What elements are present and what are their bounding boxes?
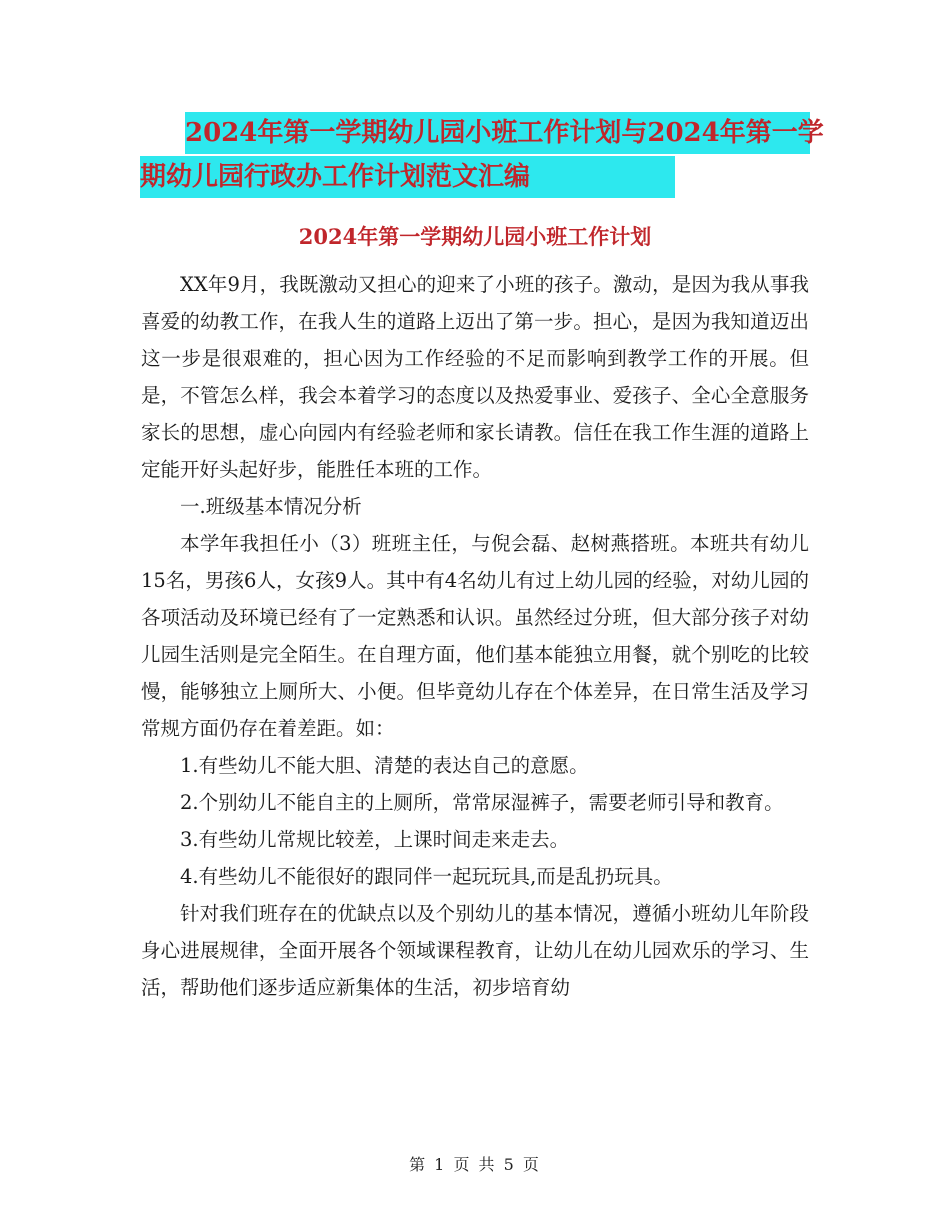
list-item: 1.有些幼儿不能大胆、清楚的表达自己的意愿。 bbox=[180, 754, 589, 777]
document-body bbox=[141, 266, 809, 1006]
paragraph-intro: XX年9月，我既激动又担心的迎来了小班的孩子。激动，是因为我从事我喜爱的幼教工作，在我人生的道路上迈出了第一步。担心，是因为我知道迈出这一步是很艰难的，担心因为工作经验的不足而影响到教学工作的开展。但是，不管怎么样，我会本着学习的态度以及热爱事业、爱孩子、全心全意服务家长的思想，虚心向园内有经验老师和家长请教。信任在我工作生涯的道路上定能开好头起好步，能胜任本班的工作。 bbox=[141, 273, 809, 481]
paragraph-class-analysis: 本学年我担任小（3）班班主任，与倪会磊、赵树燕搭班。本班共有幼儿15名，男孩6人，女孩9人。其中有4名幼儿有过上幼儿园的经验，对幼儿园的各项活动及环境已经有了一定熟悉和认识。虽然经过分班，但大部分孩子对幼儿园生活则是完全陌生。在自理方面，他们基本能独立用餐，就个别吃的比较慢，能够独立上厕所大、小便。但毕竟幼儿存在个体差异，在日常生活及学习常规方面仍存在着差距。如： bbox=[141, 532, 809, 740]
list-item: 4.有些幼儿不能很好的跟同伴一起玩玩具,而是乱扔玩具。 bbox=[180, 865, 673, 888]
section-heading: 一.班级基本情况分析 bbox=[180, 495, 362, 518]
page-footer: 第 1 页 共 5 页 bbox=[409, 1155, 541, 1174]
list-item: 3.有些幼儿常规比较差，上课时间走来走去。 bbox=[180, 828, 570, 851]
paragraph-plan: 针对我们班存在的优缺点以及个别幼儿的基本情况，遵循小班幼儿年阶段身心进展规律，全面开展各个领域课程教育，让幼儿在幼儿园欢乐的学习、生活，帮助他们逐步适应新集体的生活，初步培育幼 bbox=[141, 902, 809, 999]
list-item: 2.个别幼儿不能自主的上厕所，常常尿湿裤子，需要老师引导和教育。 bbox=[180, 791, 784, 814]
section-title: 2024年第一学期幼儿园小班工作计划 bbox=[298, 224, 652, 249]
document-title-line-2: 期幼儿园行政办工作计划范文汇编 bbox=[140, 156, 675, 198]
document-title-line-1: 2024年第一学期幼儿园小班工作计划与2024年第一学 bbox=[185, 112, 810, 154]
